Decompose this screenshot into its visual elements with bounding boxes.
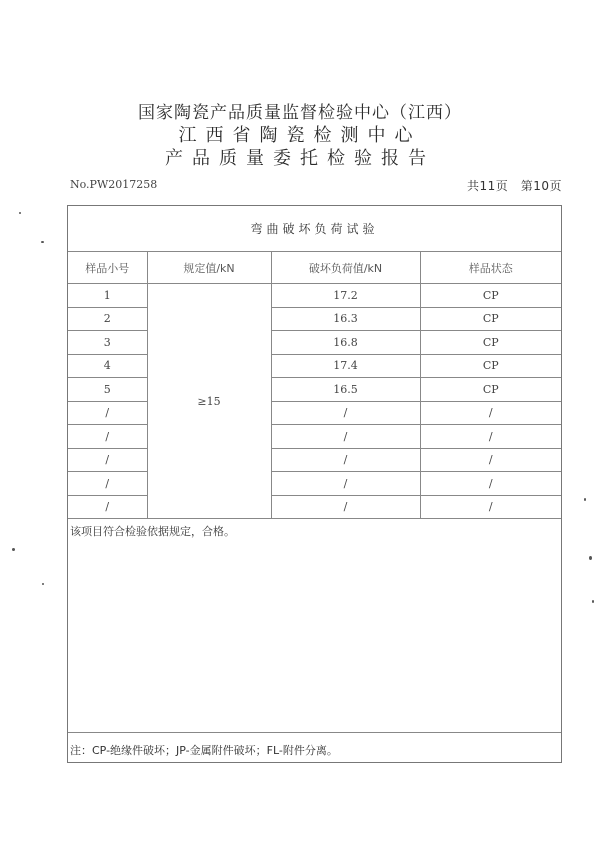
sample-state-cell: / xyxy=(420,425,561,449)
table-row xyxy=(68,331,561,355)
failure-load-cell: / xyxy=(271,401,420,425)
header-report-title: 产品质量委托检验报告 xyxy=(165,148,435,169)
header-center-subname: 江西省陶瓷检测中心 xyxy=(178,125,422,146)
scan-speck xyxy=(19,212,21,214)
failure-load-cell: / xyxy=(271,472,420,496)
sample-state-cell: / xyxy=(420,472,561,496)
sample-no-cell: / xyxy=(68,401,147,425)
sample-no-cell: 2 xyxy=(68,307,147,331)
sample-state-cell: CP xyxy=(420,307,561,331)
sample-state-cell: CP xyxy=(420,284,561,308)
note-divider xyxy=(68,732,561,733)
scan-speck xyxy=(592,600,594,603)
table-row xyxy=(68,354,561,378)
failure-load-cell: 16.8 xyxy=(271,331,420,355)
table-row xyxy=(68,448,561,472)
sample-state-cell: / xyxy=(420,401,561,425)
sample-no-cell: / xyxy=(68,425,147,449)
sample-no-cell: / xyxy=(68,495,147,519)
sample-state-cell: / xyxy=(420,448,561,472)
failure-load-cell: / xyxy=(271,495,420,519)
sample-state-cell: / xyxy=(420,495,561,519)
table-row xyxy=(68,425,561,449)
scan-speck xyxy=(41,241,44,243)
failure-load-cell: / xyxy=(271,448,420,472)
sample-no-cell: 3 xyxy=(68,331,147,355)
bending-load-table xyxy=(68,206,561,519)
header-center-name: 国家陶瓷产品质量监督检验中心（江西） xyxy=(138,103,462,123)
sample-no-cell: 5 xyxy=(68,378,147,402)
table-row xyxy=(68,307,561,331)
scan-speck xyxy=(12,548,15,551)
report-number: No.PW2017258 xyxy=(70,178,158,191)
sample-no-cell: / xyxy=(68,472,147,496)
conclusion-text: 该项目符合检验依据规定，合格。 xyxy=(70,525,235,538)
footnote-text: 注：CP-绝缘件破坏；JP-金属附件破坏；FL-附件分离。 xyxy=(70,744,338,757)
failure-load-cell: 16.5 xyxy=(271,378,420,402)
table-row xyxy=(68,284,561,308)
column-header-spec-value: 规定值/kN xyxy=(147,252,271,284)
scan-speck xyxy=(589,556,592,560)
scan-speck xyxy=(584,498,586,501)
table-row xyxy=(68,495,561,519)
failure-load-cell: 17.4 xyxy=(271,354,420,378)
failure-load-cell: / xyxy=(271,425,420,449)
sample-no-cell: 4 xyxy=(68,354,147,378)
failure-load-cell: 16.3 xyxy=(271,307,420,331)
sample-no-cell: 1 xyxy=(68,284,147,308)
spec-value-cell: ≥15 xyxy=(147,284,271,519)
sample-no-cell: / xyxy=(68,448,147,472)
table-row xyxy=(68,378,561,402)
column-header-failure-load: 破坏负荷值/kN xyxy=(271,252,420,284)
scan-speck xyxy=(42,583,44,585)
sample-state-cell: CP xyxy=(420,331,561,355)
sample-state-cell: CP xyxy=(420,354,561,378)
failure-load-cell: 17.2 xyxy=(271,284,420,308)
sample-state-cell: CP xyxy=(420,378,561,402)
page-count: 共11页 第10页 xyxy=(466,179,562,193)
column-header-sample-no: 样品小号 xyxy=(68,252,147,284)
table-row xyxy=(68,472,561,496)
table-title: 弯曲破坏负荷试验 xyxy=(68,206,561,252)
report-frame xyxy=(67,205,562,763)
table-row xyxy=(68,401,561,425)
column-header-sample-state: 样品状态 xyxy=(420,252,561,284)
